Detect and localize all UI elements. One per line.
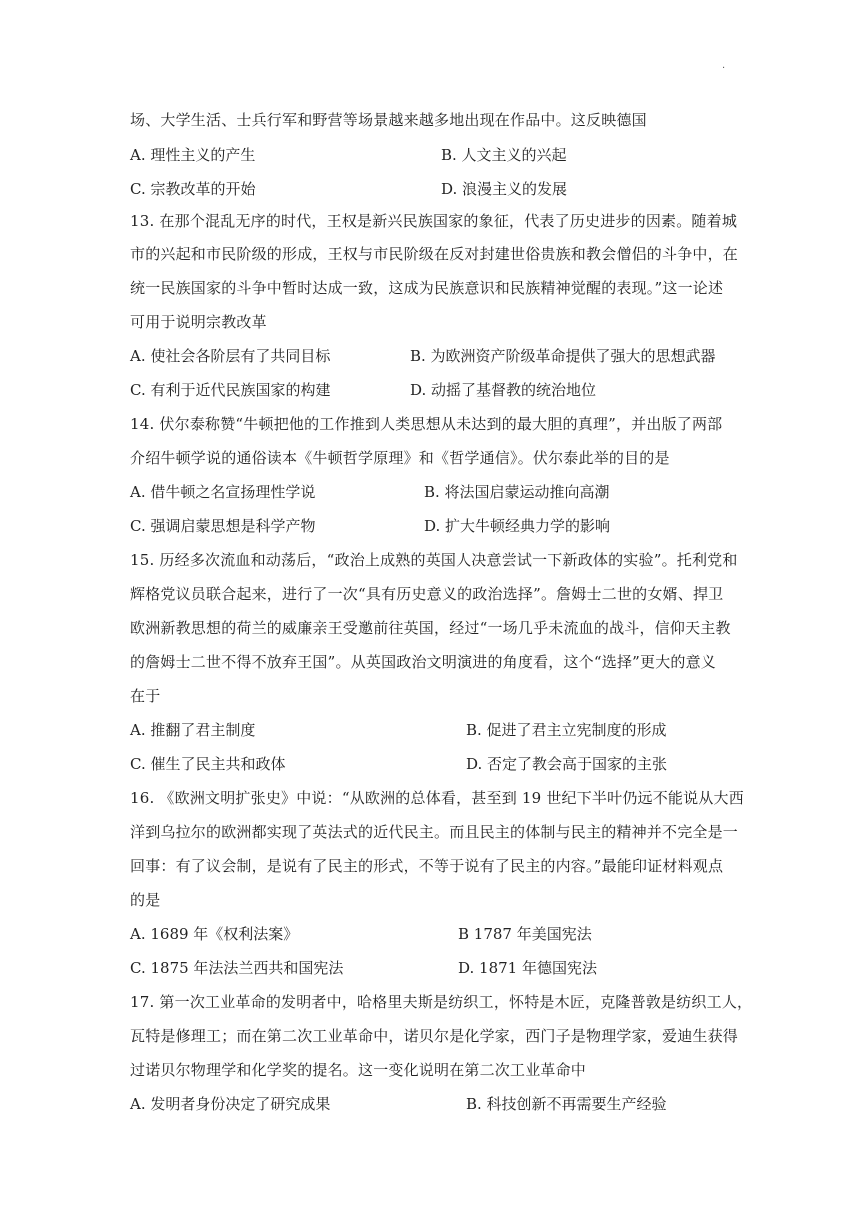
question-16-line: 的是 (130, 891, 161, 909)
q16-option-a: A. 1689 年《权利法案》 (130, 925, 299, 943)
q17-option-a: A. 发明者身份决定了研究成果 (130, 1095, 331, 1113)
q16-option-c: C. 1875 年法法兰西共和国宪法 (130, 959, 344, 977)
question-16-line: 16. 《欧洲文明扩张史》中说：“从欧洲的总体看，甚至到 19 世纪下半叶仍远不能说从大西 (130, 789, 744, 807)
q14-option-c: C. 强调启蒙思想是科学产物 (130, 517, 316, 535)
question-16-line: 洋到乌拉尔的欧洲都实现了英法式的近代民主。而且民主的体制与民主的精神并不完全是一 (130, 823, 739, 841)
question-12-stem: 场、大学生活、士兵行军和野营等场景越来越多地出现在作品中。这反映德国 (130, 111, 647, 129)
q17-option-b: B. 科技创新不再需要生产经验 (466, 1095, 667, 1113)
question-15-line: 15. 历经多次流血和动荡后，“政治上成熟的英国人决意尝试一下新政体的实验”。托利党和 (130, 551, 738, 569)
q14-option-b: B. 将法国启蒙运动推向高潮 (424, 483, 610, 501)
question-17-line: 17. 第一次工业革命的发明者中，哈格里夫斯是纺织工，怀特是木匠，克隆普敦是纺织工人， (130, 993, 753, 1011)
question-16-line: 回事：有了议会制，是说有了民主的形式，不等于说有了民主的内容。”最能印证材料观点 (130, 857, 724, 875)
question-15-line: 辉格党议员联合起来，进行了一次“具有历史意义的政治选择”。詹姆士二世的女婿、捍卫 (130, 585, 724, 603)
question-15-line: 的詹姆士二世不得不放弃王国”。从英国政治文明演进的角度看，这个“选择”更大的意义 (130, 653, 717, 671)
q14-option-d: D. 扩大牛顿经典力学的影响 (424, 517, 611, 535)
q12-option-d: D. 浪漫主义的发展 (441, 180, 568, 198)
q15-option-c: C. 催生了民主共和政体 (130, 755, 286, 773)
q13-option-d: D. 动摇了基督教的统治地位 (410, 381, 597, 399)
question-13-line: 13. 在那个混乱无序的时代，王权是新兴民族国家的象征，代表了历史进步的因素。随着城 (130, 212, 738, 230)
q12-option-a: A. 理性主义的产生 (130, 146, 256, 164)
question-13-line: 统一民族国家的斗争中暂时达成一致，这成为民族意识和民族精神觉醒的表现。”这一论述 (130, 279, 724, 297)
q15-option-d: D. 否定了教会高于国家的主张 (466, 755, 668, 773)
question-13-line: 可用于说明宗教改革 (130, 313, 267, 331)
q16-option-d: D. 1871 年德国宪法 (458, 959, 597, 977)
q15-option-b: B. 促进了君主立宪制度的形成 (466, 721, 667, 739)
q16-option-b: B 1787 年美国宪法 (458, 925, 592, 943)
question-17-line: 瓦特是修理工；而在第二次工业革命中，诺贝尔是化学家，西门子是物理学家，爱迪生获得 (130, 1027, 739, 1045)
question-14-line: 介绍牛顿学说的通俗读本《牛顿哲学原理》和《哲学通信》。伏尔泰此举的目的是 (130, 449, 670, 467)
q13-option-a: A. 使社会各阶层有了共同目标 (130, 347, 331, 365)
top-mark: . (722, 60, 726, 71)
question-13-line: 市的兴起和市民阶级的形成，王权与市民阶级在反对封建世俗贵族和教会僧侣的斗争中，在 (130, 245, 739, 263)
q14-option-a: A. 借牛顿之名宣扬理性学说 (130, 483, 316, 501)
q13-option-c: C. 有利于近代民族国家的构建 (130, 381, 331, 399)
question-15-line: 欧洲新教思想的荷兰的威廉亲王受邀前往英国，经过“一场几乎未流血的战斗，信仰天主教 (130, 619, 731, 637)
question-14-line: 14. 伏尔泰称赞“牛顿把他的工作推到人类思想从未达到的最大胆的真理”，并出版了两部 (130, 415, 723, 433)
q12-option-c: C. 宗教改革的开始 (130, 180, 256, 198)
q12-option-b: B. 人文主义的兴起 (441, 146, 567, 164)
question-17-line: 过诺贝尔物理学和化学奖的提名。这一变化说明在第二次工业革命中 (130, 1061, 587, 1079)
q15-option-a: A. 推翻了君主制度 (130, 721, 256, 739)
question-15-line: 在于 (130, 687, 161, 705)
q13-option-b: B. 为欧洲资产阶级革命提供了强大的思想武器 (410, 347, 716, 365)
